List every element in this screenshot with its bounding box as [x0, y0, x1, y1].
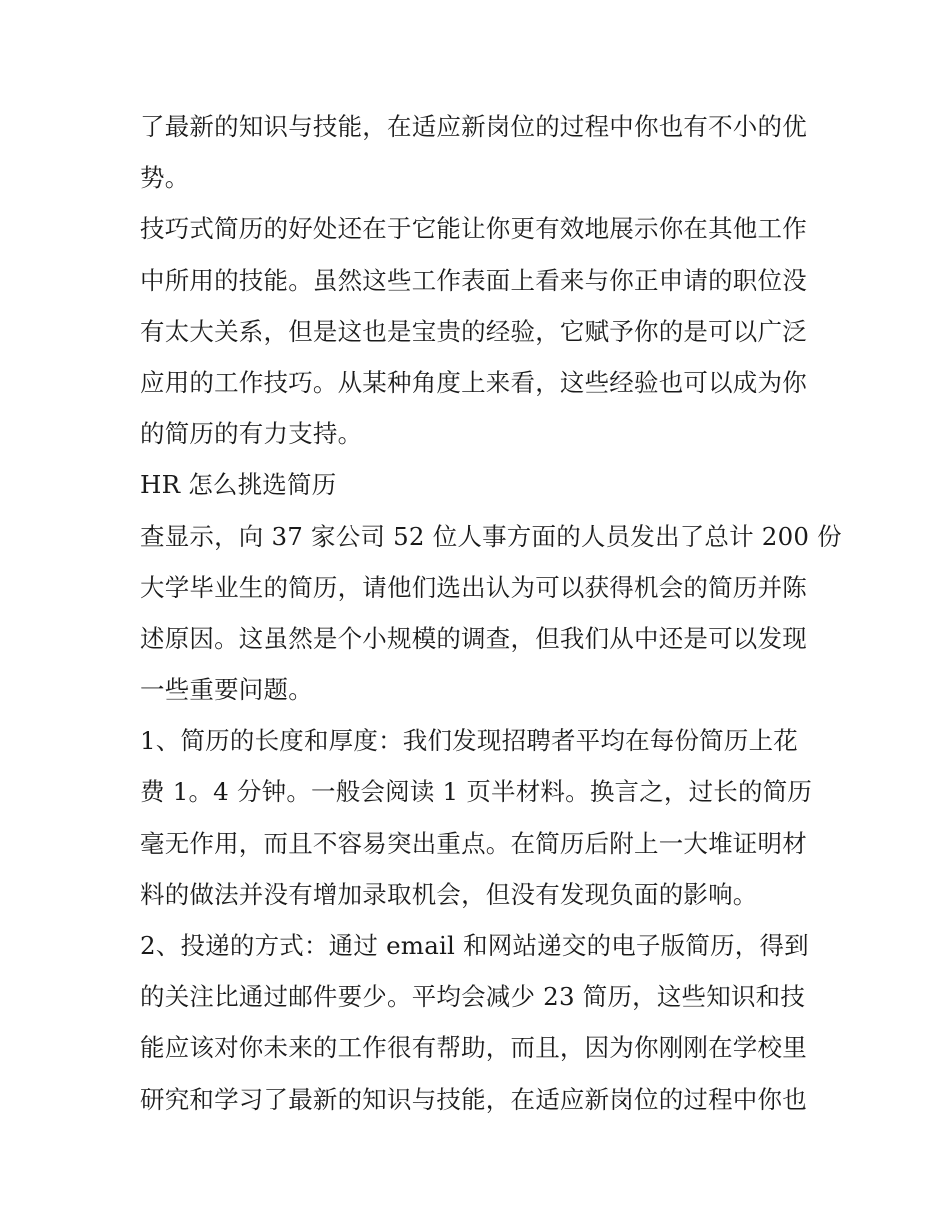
text-line: 有太大关系，但是这也是宝贵的经验，它赋予你的是可以广泛 — [140, 316, 807, 346]
text-line: 大学毕业生的简历，请他们选出认为可以获得机会的简历并陈 — [140, 572, 807, 602]
text-line: 的关注比通过邮件要少。平均会减少 23 简历，这些知识和技 — [140, 982, 806, 1012]
text-line: 的简历的有力支持。 — [140, 419, 363, 449]
text-line: 一些重要问题。 — [140, 675, 313, 705]
text-line: 2、投递的方式：通过 email 和网站递交的电子版简历，得到 — [140, 931, 809, 960]
text-line: 1、简历的长度和厚度：我们发现招聘者平均在每份简历上花 — [140, 726, 798, 756]
text-line: 能应该对你未来的工作很有帮助，而且，因为你刚刚在学校里 — [140, 1033, 807, 1063]
text-line: 查显示，向 37 家公司 52 位人事方面的人员发出了总计 200 份 — [140, 521, 842, 551]
section-heading: HR 怎么挑选简历 — [140, 470, 337, 500]
text-line: 述原因。这虽然是个小规模的调查，但我们从中还是可以发现 — [140, 623, 807, 653]
text-line: 应用的工作技巧。从某种角度上来看，这些经验也可以成为你 — [140, 367, 807, 397]
text-line: 料的做法并没有增加录取机会，但没有发现负面的影响。 — [140, 879, 758, 909]
text-line: 研究和学习了最新的知识与技能，在适应新岗位的过程中你也 — [140, 1084, 807, 1114]
text-line: 毫无作用，而且不容易突出重点。在简历后附上一大堆证明材 — [140, 828, 807, 858]
text-line: 费 1。4 分钟。一般会阅读 1 页半材料。换言之，过长的简历 — [140, 777, 813, 807]
text-line: 了最新的知识与技能，在适应新岗位的过程中你也有不小的优 — [140, 112, 807, 141]
document-body — [140, 101, 842, 1125]
text-line: 中所用的技能。虽然这些工作表面上看来与你正申请的职位没 — [140, 265, 807, 295]
text-line: 势。 — [140, 163, 190, 193]
text-line: 技巧式简历的好处还在于它能让你更有效地展示你在其他工作 — [140, 214, 807, 244]
